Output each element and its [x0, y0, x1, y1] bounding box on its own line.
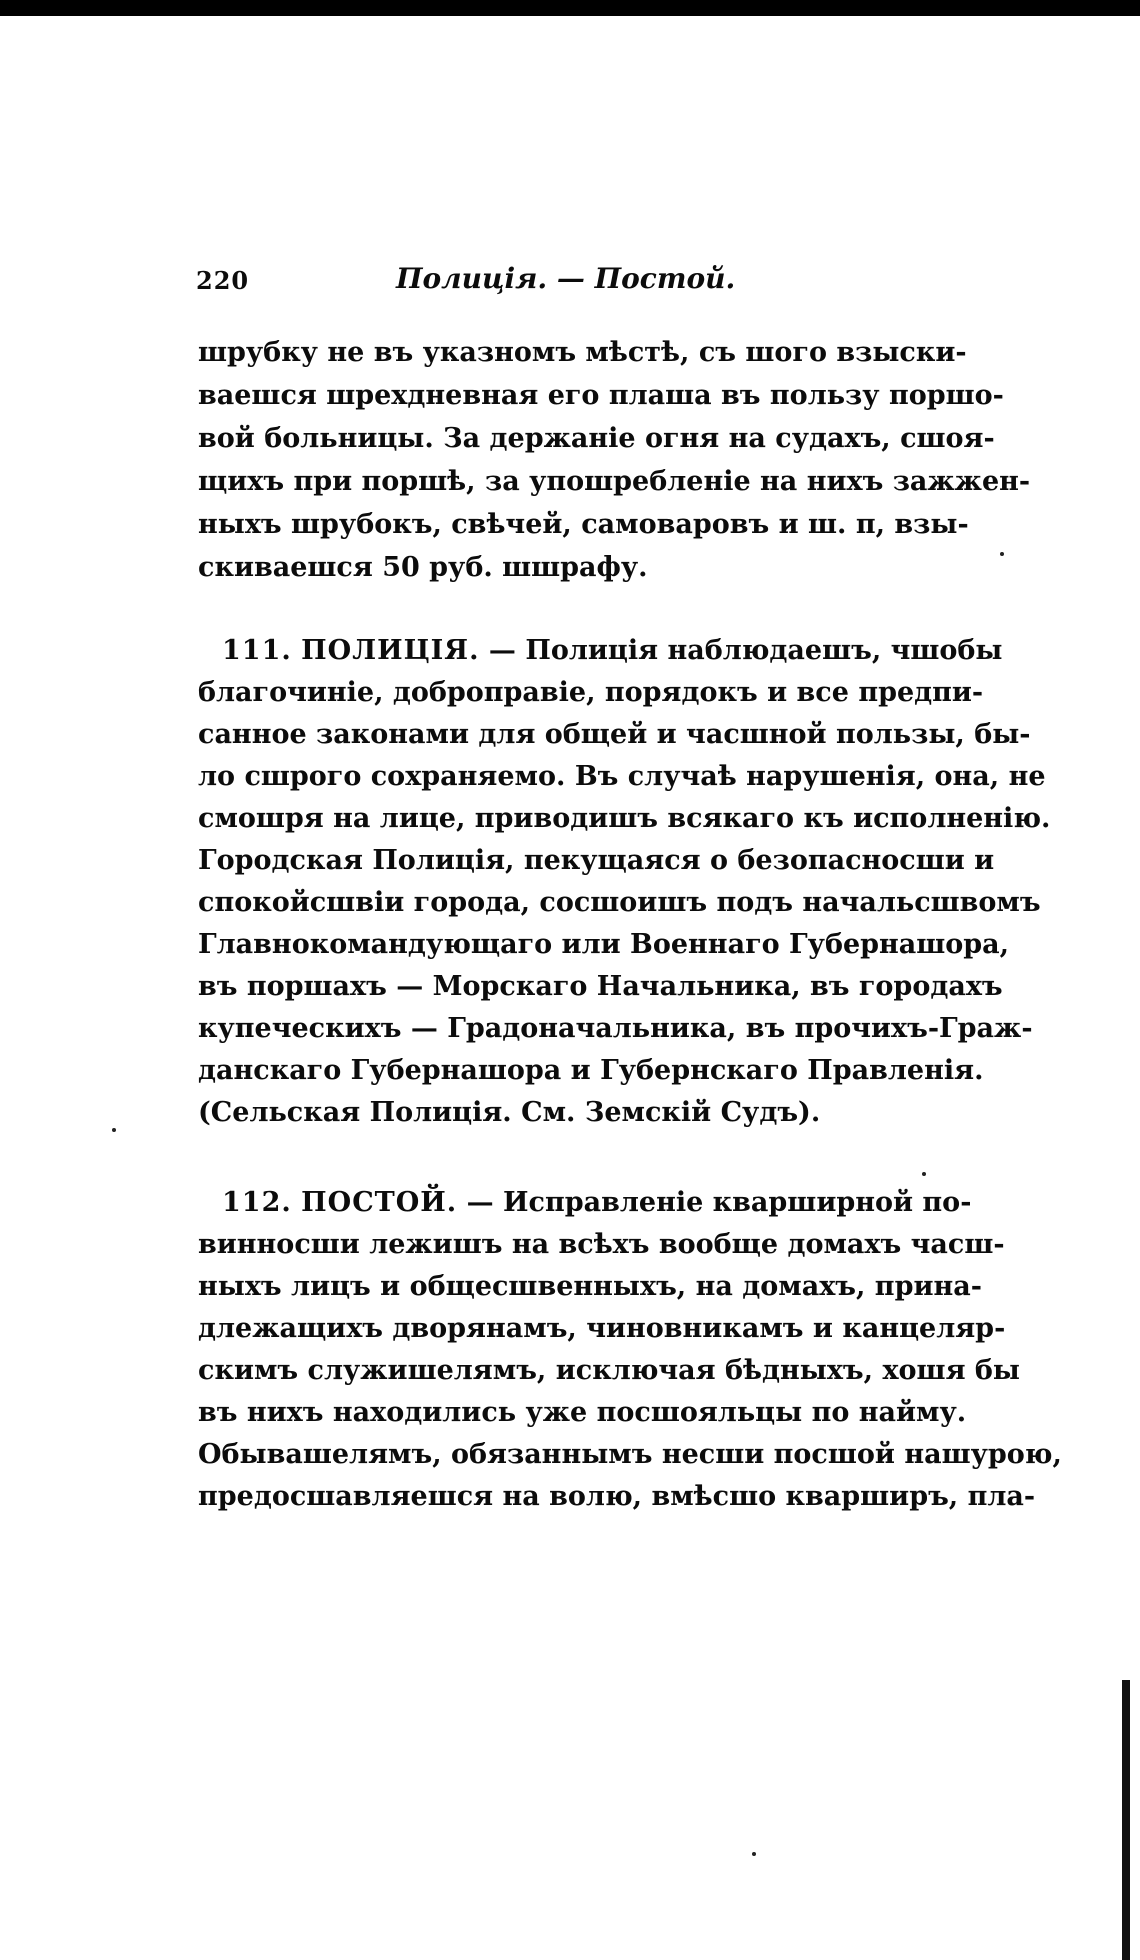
section-112-title: ПОСТОЙ.: [301, 1187, 458, 1218]
section-112-line: въ нихъ находились уже посшояльцы по найму.: [198, 1397, 967, 1428]
page-header: [196, 262, 926, 302]
continuation-line: шрубку не въ указномъ мѣстѣ, съ шого взыски-: [198, 337, 967, 368]
scan-speck: [112, 1128, 116, 1132]
scan-speck: [922, 1172, 926, 1176]
section-112-line: скимъ служишелямъ, исключая бѣдныхъ, хошя бы: [198, 1355, 1020, 1386]
section-112-line: Обывашелямъ, обязаннымъ несши посшой нашурою,: [198, 1439, 1062, 1470]
section-111-line: купеческихъ — Градоначальника, въ прочихъ-Граж-: [198, 1013, 1033, 1044]
section-111-line: (Сельская Полиція. См. Земскій Судъ).: [198, 1097, 821, 1128]
section-112-line: длежащихъ дворянамъ, чиновникамъ и канцеляр-: [198, 1313, 1006, 1344]
section-112-number: 112.: [222, 1187, 292, 1218]
section-111-line: ло сшрого сохраняемо. Въ случаѣ нарушенія, она, не: [198, 761, 1046, 792]
section-111-heading-line: [222, 632, 1003, 670]
section-111-line: благочиніе, доброправіе, порядокъ и все предпи-: [198, 677, 984, 708]
scan-speck: [1000, 552, 1004, 556]
continuation-line: скиваешся 50 руб. шшрафу.: [198, 552, 648, 583]
section-111-line: Городская Полиція, пекущаяся о безопасноcши и: [198, 845, 995, 876]
section-111-line: спокойсшвіи города, сосшоишъ подъ начальсшвомъ: [198, 887, 1041, 918]
section-112-first-line: — Исправленіе кварширной по-: [466, 1187, 972, 1218]
continuation-line: вой больницы. За держаніе огня на судахъ, сшоя-: [198, 423, 995, 454]
continuation-line: щихъ при поршѣ, за упошребленіе на нихъ зажжен-: [198, 466, 1031, 497]
section-111-first-line: — Полиція наблюдаешъ, чшобы: [488, 635, 1003, 666]
scan-right-border: [1122, 1680, 1130, 1960]
section-111-line: смошря на лице, приводишъ всякаго къ исполненію.: [198, 803, 1051, 834]
section-112-line: предосшавляешся на волю, вмѣсшо кварширъ, пла-: [198, 1481, 1036, 1512]
page-number: 220: [196, 266, 250, 295]
section-111-line: Главнокомандующаго или Военнаго Губернашора,: [198, 929, 1010, 960]
running-title: Полиція. — Постой.: [396, 262, 736, 295]
section-112-line: винносши лежишъ на всѣхъ вообще домахъ часш-: [198, 1229, 1005, 1260]
section-112-line: ныхъ лицъ и общесшвенныхъ, на домахъ, прина-: [198, 1271, 982, 1302]
section-111-title: ПОЛИЦІЯ.: [301, 635, 480, 666]
section-111-line: данскаго Губернашора и Губернскаго Правленія.: [198, 1055, 984, 1086]
section-112-heading-line: [222, 1184, 972, 1222]
scan-top-border: [0, 0, 1140, 16]
continuation-line: ныхъ шрубокъ, свѣчей, самоваровъ и ш. п, взы-: [198, 509, 969, 540]
continuation-line: ваешся шрехдневная его плаша въ пользу поршо-: [198, 380, 1004, 411]
section-111-number: 111.: [222, 635, 292, 666]
section-111-line: санное законами для общей и часшной пользы, бы-: [198, 719, 1031, 750]
section-111-line: въ поршахъ — Морскаго Начальника, въ городахъ: [198, 971, 1003, 1002]
scan-speck: [752, 1852, 756, 1856]
